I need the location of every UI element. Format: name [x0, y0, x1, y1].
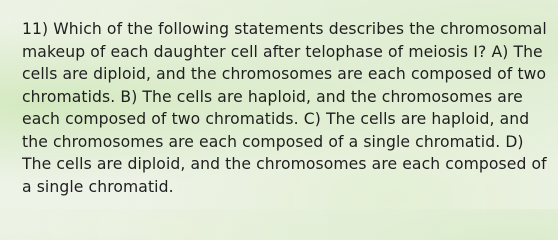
question-text: 11) Which of the following statements describes the chromosomal makeup of each daughter cell after telophase of meiosis I? A) The cells are diploid, and the chromosomes are each composed of two chromatids. B) The cells are haploid, and the chromosomes are each composed of two chromatids. C) The cells are haploid, and the chromosomes are each composed of a single chromatid. D) The cells are diploid, and the chromosomes are each composed of a single chromatid.: [22, 20, 547, 196]
